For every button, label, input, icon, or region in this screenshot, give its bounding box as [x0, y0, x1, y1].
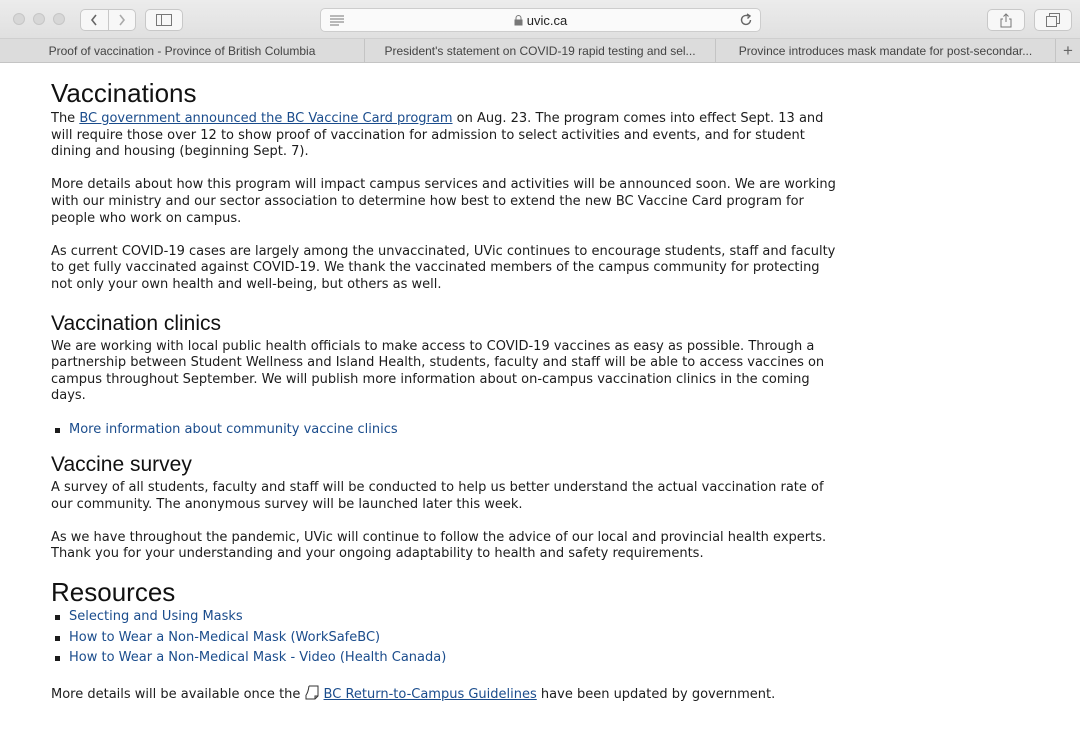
new-tab-button[interactable]: + — [1063, 40, 1073, 60]
show-all-tabs-button[interactable] — [1034, 9, 1072, 31]
back-button[interactable] — [81, 10, 108, 30]
heading-vaccine-survey: Vaccine survey — [51, 453, 192, 477]
reload-icon[interactable] — [739, 13, 753, 27]
resources-link-list — [51, 609, 841, 667]
document-icon — [305, 685, 321, 700]
p1-prefix: The — [51, 111, 80, 126]
share-icon — [1000, 13, 1012, 28]
tab-proof-of-vaccination[interactable]: Proof of vaccination - Province of British Columbia — [0, 39, 365, 62]
url-display — [321, 13, 760, 28]
zoom-window-button[interactable] — [53, 13, 65, 25]
page-content — [51, 76, 841, 703]
close-window-button[interactable] — [13, 13, 25, 25]
heading-vaccinations: Vaccinations — [51, 78, 197, 108]
heading-vaccination-clinics: Vaccination clinics — [51, 311, 222, 335]
browser-toolbar — [0, 0, 1080, 39]
tab-bar — [0, 39, 1080, 63]
navigation-buttons — [80, 9, 136, 31]
return-to-campus-guidelines-link[interactable]: BC Return-to-Campus Guidelines — [323, 686, 537, 702]
list-item — [51, 609, 841, 626]
share-button[interactable] — [987, 9, 1025, 31]
lock-icon — [514, 15, 523, 26]
selecting-masks-link[interactable]: Selecting and Using Masks — [69, 609, 243, 625]
url-text: uvic.ca — [526, 13, 568, 28]
vaccinations-paragraph-3: As current COVID-19 cases are largely among the unvaccinated, UVic continues to encourage students, staff and faculty to get fully vaccinated against COVID-19. We thank the vaccinated members of the campus community for protecting not only your own health and well-being, but others as well. — [51, 243, 836, 292]
bc-vaccine-card-link[interactable]: BC government announced the BC Vaccine Card program — [79, 111, 453, 126]
list-item — [51, 650, 841, 667]
clinics-paragraph: We are working with local public health officials to make access to COVID-19 vaccines as easy as possible. Through a partnership between Student Wellness and Island Health, students, faculty and staff will be able to access vaccines on campus throughout September. We will publish more information about on-campus vaccination clinics in the coming days. — [51, 338, 825, 404]
address-bar[interactable] — [320, 8, 761, 32]
vaccinations-paragraph-2: More details about how this program will impact campus services and activities will be announced soon. We are working with our ministry and our sector association to determine how best to extend the new BC Vaccine Card program for people who work on campus. — [51, 177, 836, 226]
minimize-window-button[interactable] — [33, 13, 45, 25]
tab-mask-mandate[interactable]: Province introduces mask mandate for post-secondar... — [716, 39, 1056, 62]
tabs-overview-icon — [1046, 13, 1060, 27]
heading-resources: Resources — [51, 577, 176, 608]
sidebar-icon — [156, 14, 172, 26]
resources-footer-paragraph — [51, 685, 841, 704]
survey-paragraph-2: As we have throughout the pandemic, UVic will continue to follow the advice of our local and provincial health experts. Thank you for your understanding and your ongoing adaptability to health and safety requirements. — [51, 529, 827, 562]
clinics-link-list — [51, 422, 841, 439]
p1-suffix: on Aug. 23. The program comes into effect Sept. 13 and will require those over 12 to show proof of vaccination for admission to select activities and events, and for student dining and housing (beginning Sept. 7). — [51, 111, 824, 160]
footer-prefix: More details will be available once the — [51, 686, 305, 702]
list-item — [51, 630, 841, 647]
worksafebc-mask-link[interactable]: How to Wear a Non-Medical Mask (WorkSafeBC) — [69, 629, 381, 645]
community-vaccine-clinics-link[interactable]: More information about community vaccine clinics — [69, 421, 398, 437]
sidebar-toggle-button[interactable] — [145, 9, 183, 31]
chevron-right-icon — [117, 13, 127, 27]
forward-button[interactable] — [108, 10, 136, 30]
tab-presidents-statement[interactable]: President's statement on COVID-19 rapid testing and sel... — [365, 39, 716, 62]
chevron-left-icon — [89, 13, 99, 27]
vaccinations-paragraph-1 — [51, 111, 841, 161]
health-canada-video-link[interactable]: How to Wear a Non-Medical Mask - Video (Health Canada) — [69, 650, 447, 666]
list-item — [51, 422, 841, 439]
survey-paragraph-1: A survey of all students, faculty and staff will be conducted to help us better understand the actual vaccination rate of our community. The anonymous survey will be launched later this week. — [51, 480, 824, 512]
footer-suffix: have been updated by government. — [536, 686, 776, 702]
